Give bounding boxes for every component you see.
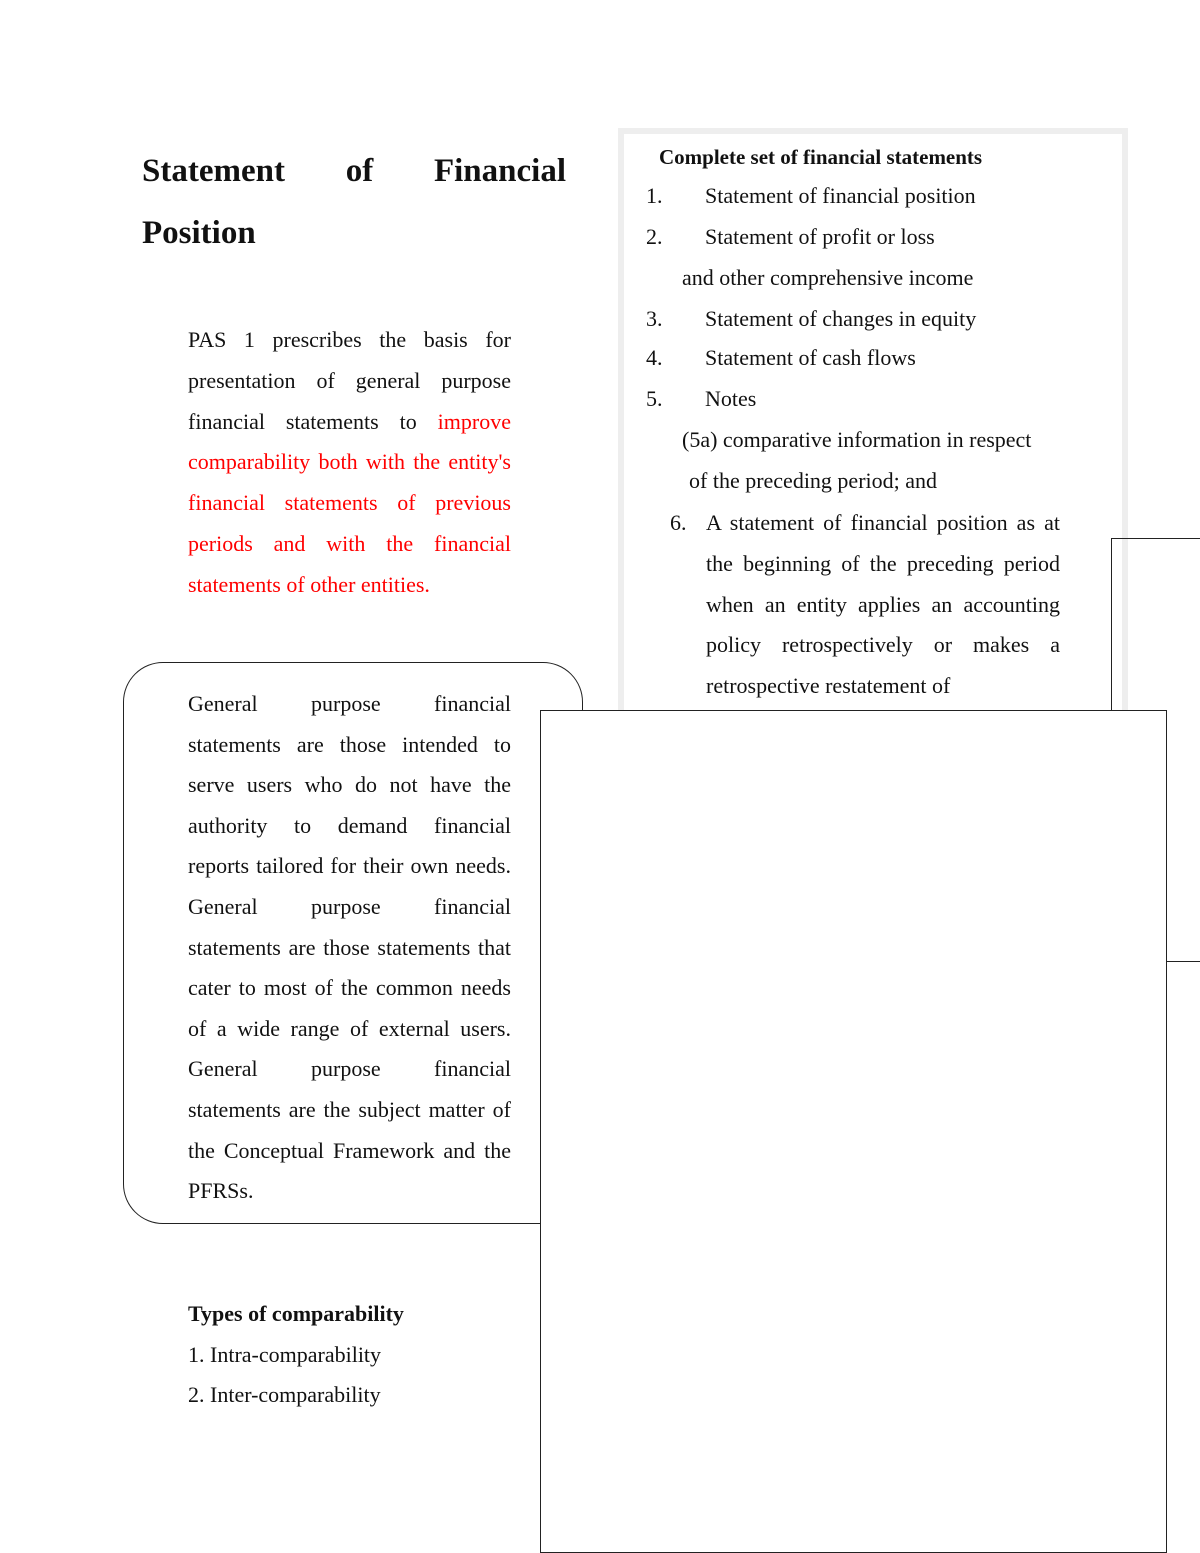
blank-overlay-box — [540, 710, 1167, 1553]
list-item — [646, 303, 976, 335]
note-5a-line-1: (5a) comparative information in respect — [682, 427, 1032, 452]
list-number: 1. — [646, 183, 663, 208]
intro-text: PAS 1 prescribes the basis for presentation of general purpose financial statements to — [188, 327, 511, 434]
connector-line — [1111, 538, 1112, 710]
list-text: Statement of financial position — [705, 183, 976, 208]
connector-line — [1112, 538, 1200, 539]
list-item — [646, 180, 976, 212]
list-item — [646, 342, 916, 374]
types-of-comparability — [188, 1294, 568, 1416]
types-item-1: 1. Intra-comparability — [188, 1341, 382, 1367]
connector-line — [1167, 961, 1200, 962]
list-number: 4. — [646, 345, 663, 370]
title-word-2: of — [345, 153, 374, 189]
list-item — [646, 221, 935, 253]
types-item-2: 2. Inter-comparability — [188, 1382, 381, 1408]
panel-heading: Complete set of financial statements — [659, 145, 983, 169]
list-item-6 — [670, 503, 1060, 707]
title-word-1: Statement — [142, 153, 285, 189]
list-text: Notes — [705, 386, 757, 411]
list-text: Statement of profit or loss — [705, 224, 935, 249]
title-line-1 — [142, 140, 566, 202]
list-text: A statement of financial position as at the beginning of the preceding period when an entity applies an accounting policy retrospectively or makes a retrospective restatement of — [706, 510, 1060, 699]
note-5a-line-2: of the preceding period; and — [689, 468, 938, 493]
list-number: 5. — [646, 386, 663, 411]
list-number: 3. — [646, 306, 663, 331]
page-title — [142, 140, 566, 264]
types-heading: Types of comparability — [188, 1301, 404, 1326]
intro-highlight: improve comparability both with the entity's financial statements of previous periods and with the financial statements of other entities. — [188, 408, 511, 597]
intro-paragraph — [188, 320, 511, 606]
title-line-2: Position — [142, 215, 256, 251]
list-text: Statement of changes in equity — [705, 306, 977, 331]
list-item — [646, 383, 756, 415]
list-number: 2. — [646, 224, 663, 249]
list-item-continuation: and other comprehensive income — [682, 265, 974, 290]
list-text: Statement of cash flows — [705, 345, 916, 370]
callout-text: General purpose financial statements are those intended to serve users who do not have the authority to demand financial reports tailored for their own needs. General purpose financial statements are those statements that cater to most of the common needs of a wide range of external users. General purpose financial statements are the subject matter of the Conceptual Framework and the PFRSs. — [188, 691, 511, 1204]
title-word-3: Financial — [433, 153, 566, 189]
list-number: 6. — [670, 510, 687, 535]
